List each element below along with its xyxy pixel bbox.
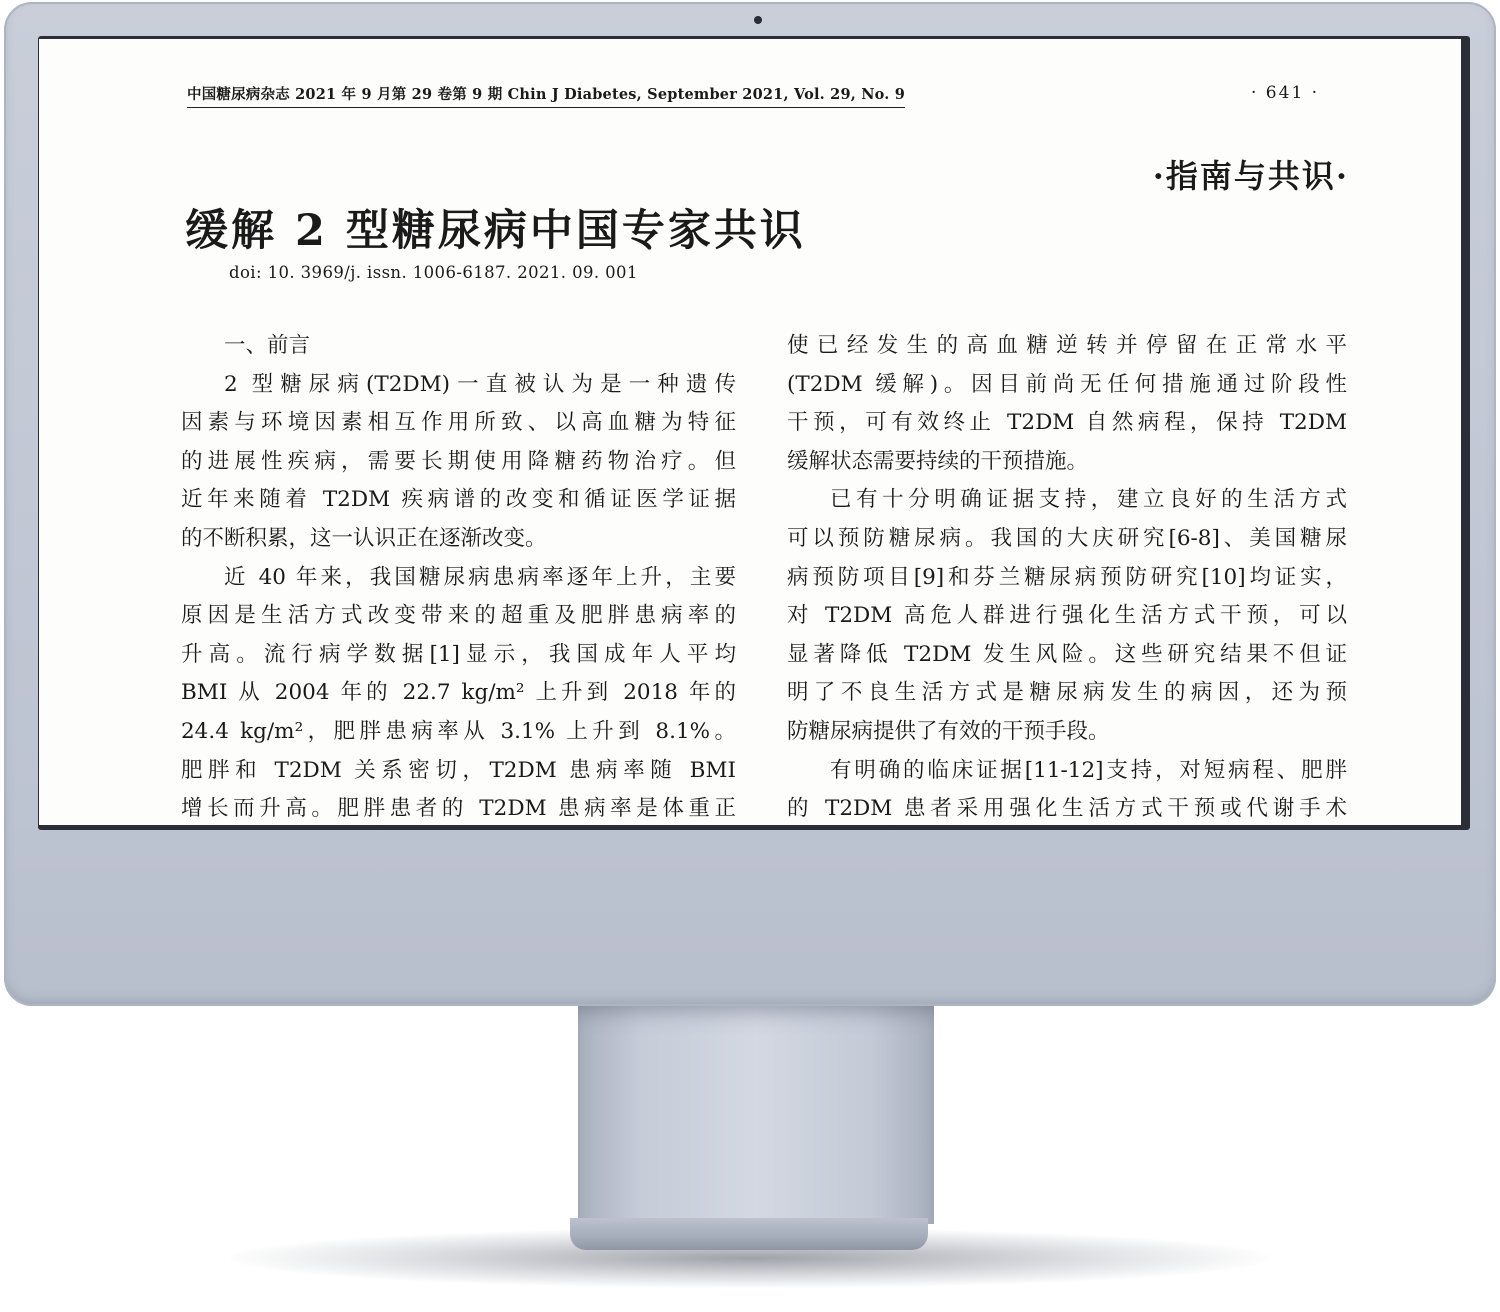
paragraph-line: 显著降低 T2DM 发生风险。这些研究结果不但证 [787,641,1347,667]
paragraph-line: 肥胖和 T2DM 关系密切，T2DM 患病率随 BMI [181,757,736,783]
article-title: 缓解 2 型糖尿病中国专家共识 [185,206,806,256]
webcam-icon [754,16,762,24]
paragraph-line: 干预，可有效终止 T2DM 自然病程，保持 T2DM [787,410,1347,436]
paragraph-line: 的进展性疾病，需要长期使用降糖药物治疗。但 [181,448,736,474]
paragraph-line: 的 T2DM 患者采用强化生活方式干预或代谢手术 [787,796,1347,822]
paragraph-line: 升高。流行病学数据[1]显示，我国成年人平均 [181,641,736,667]
paragraph-line: 使已经发生的高血糖逆转并停留在正常水平 [787,333,1347,358]
section-type-label: ·指南与共识· [1152,157,1349,195]
paragraph-line: 防糖尿病提供了有效的干预手段。 [787,718,1110,744]
paragraph-line: 病预防项目[9]和芬兰糖尿病预防研究[10]均证实， [787,564,1347,590]
paragraph-line: 对 T2DM 高危人群进行强化生活方式干预，可以 [787,603,1347,629]
paragraph-line: (T2DM 缓解)。因目前尚无任何措施通过阶段性 [787,371,1347,397]
left-text-column [181,327,736,825]
paragraph-line: 因素与环境因素相互作用所致、以高血糖为特征 [181,410,736,436]
paragraph-line: 有明确的临床证据[11-12]支持，对短病程、肥胖 [830,757,1347,783]
paragraph-line: 明了不良生活方式是糖尿病发生的病因，还为预 [787,680,1347,706]
section-heading: 一、前言 [224,333,311,358]
paragraph-line: 2 型糖尿病(T2DM)一直被认为是一种遗传 [224,371,736,397]
paragraph-line: 原因是生活方式改变带来的超重及肥胖患病率的 [181,603,736,629]
monitor-stand [578,1002,934,1224]
paragraph-line: 缓解状态需要持续的干预措施。 [787,448,1089,474]
monitor-stand-foot [570,1218,928,1250]
monitor-screen [39,39,1461,825]
paragraph-line: 的不断积累，这一认识正在逐渐改变。 [181,525,547,551]
journal-running-head: 中国糖尿病杂志 2021 年 9 月第 29 卷第 9 期 Chin J Diabetes, September 2021, Vol. 29, No. 9 [187,83,905,108]
paragraph-line: 近 40 年来，我国糖尿病患病率逐年上升，主要 [224,564,736,590]
doi-line: doi: 10. 3969/j. issn. 1006-6187. 2021. 09. 001 [229,263,638,282]
right-text-column [787,327,1347,825]
paragraph-line: 增长而升高。肥胖患者的 T2DM 患病率是体重正 [181,796,736,822]
page-number: · 641 · [1251,83,1320,103]
paragraph-line: 已有十分明确证据支持，建立良好的生活方式 [830,487,1347,513]
paragraph-line: BMI 从 2004 年的 22.7 kg/m² 上升到 2018 年的 [181,680,736,706]
paragraph-line: 24.4 kg/m²，肥胖患病率从 3.1% 上升到 8.1%。 [181,718,736,744]
paragraph-line: 近年来随着 T2DM 疾病谱的改变和循证医学证据 [181,487,736,513]
paragraph-line: 可以预防糖尿病。我国的大庆研究[6-8]、美国糖尿 [787,525,1347,551]
